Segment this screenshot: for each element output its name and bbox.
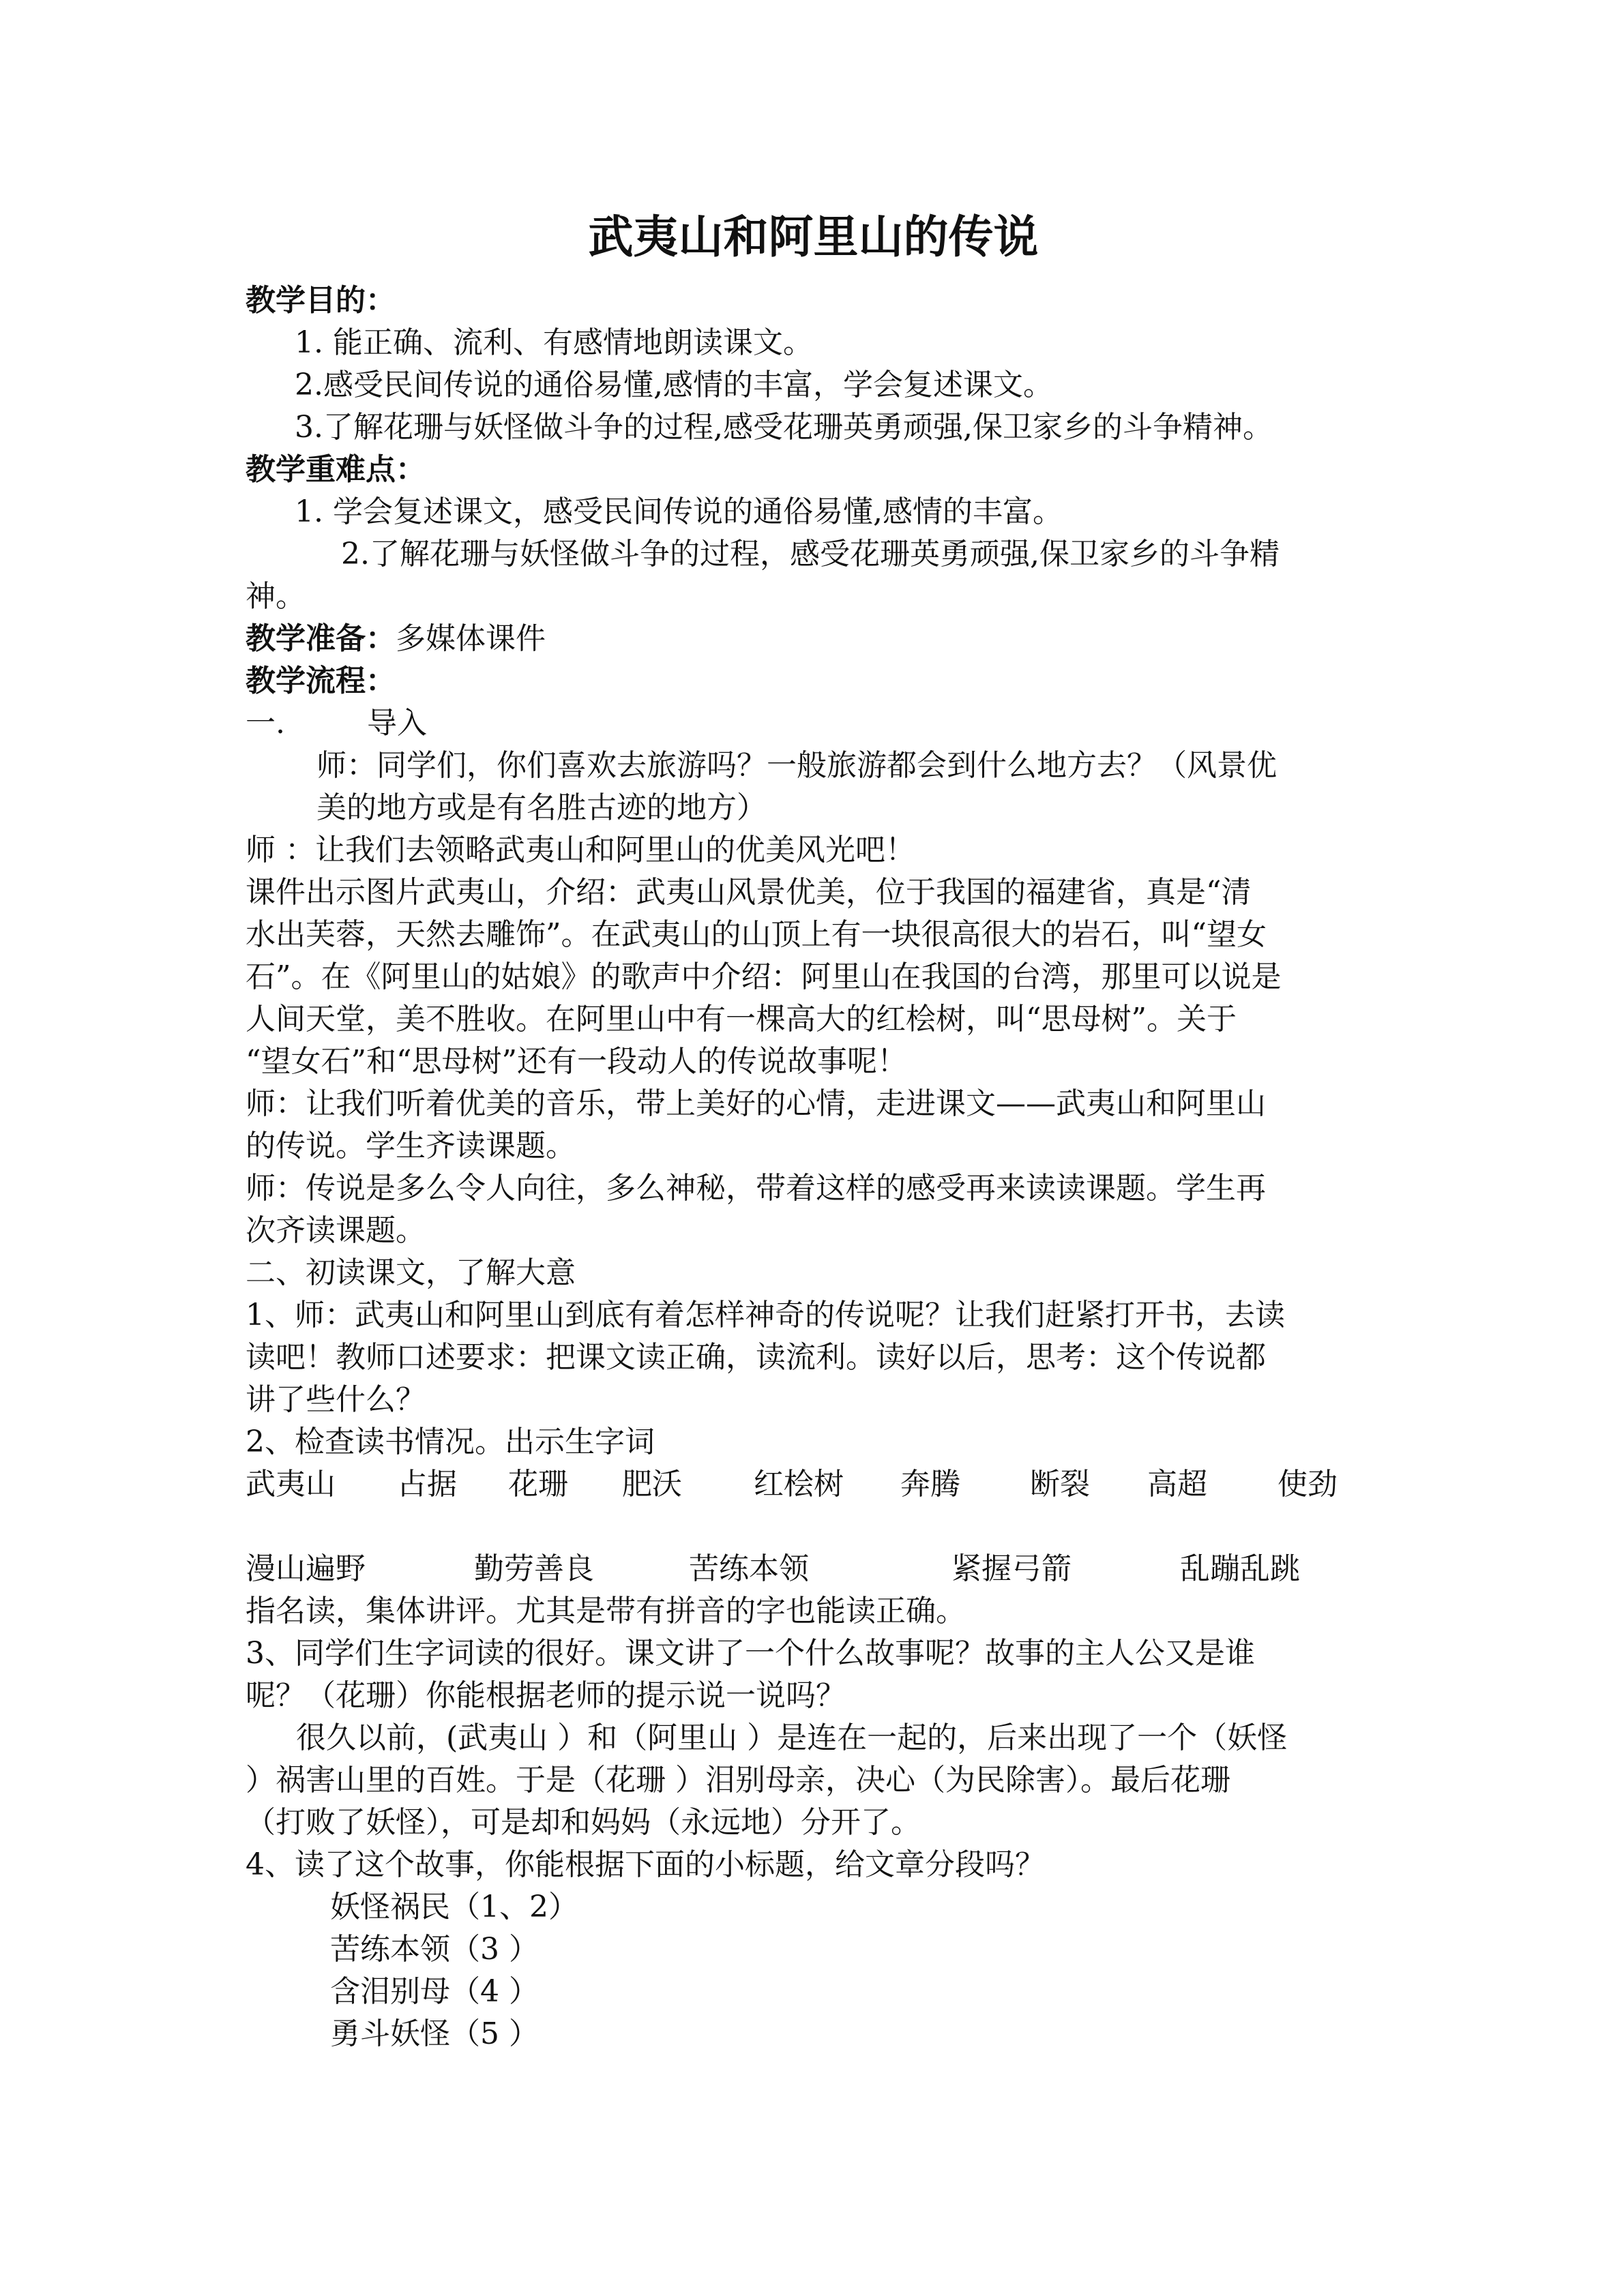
vocab-row [246,1548,1381,1590]
paragraph-line: （打败了妖怪），可是却和妈妈（永远地）分开了。 [246,1805,921,1840]
document-title: 武夷山和阿里山的传说 [588,210,1039,263]
part2-heading: 二、初读课文，了解大意 [246,1255,576,1290]
vocab-word: 花珊 [508,1467,568,1502]
goal-heading: 教学目的： [246,283,396,318]
document-body [246,280,1381,2055]
key-item-continuation: 神。 [246,579,306,614]
prep-line [246,618,1381,660]
vocab-word: 占据 [397,1467,457,1502]
part1-number: 一. [246,706,285,741]
paragraph-line: 师：传说是多么令人向往，多么神秘，带着这样的感受再来读读课题。学生再 [246,1171,1266,1206]
key-item: 2.了解花珊与妖怪做斗争的过程，感受花珊英勇顽强,保卫家乡的斗争精 [341,537,1280,571]
paragraph-line: 3、同学们生字词读的很好。课文讲了一个什么故事呢？故事的主人公又是谁 [246,1636,1255,1671]
paragraph-line: 次齐读课题。 [246,1213,426,1248]
paragraph-line: 4、读了这个故事，你能根据下面的小标题，给文章分段吗？ [246,1847,1045,1882]
vocab-word: 肥沃 [622,1467,682,1502]
goal-item: 1. 能正确、流利、有感情地朗读课文。 [295,325,813,360]
paragraph-line: 人间天堂，美不胜收。在阿里山中有一棵高大的红桧树，叫“思母树”。关于 [246,1002,1237,1037]
vocab-word: 紧握弓箭 [951,1551,1072,1586]
flow-heading: 教学流程： [246,664,396,698]
vocab-word: 断裂 [1030,1467,1090,1502]
vocab-word: 勤劳善良 [474,1551,594,1586]
spacer [246,1506,1381,1548]
vocab-word: 高超 [1147,1467,1207,1502]
goal-item: 3.了解花珊与妖怪做斗争的过程,感受花珊英勇顽强,保卫家乡的斗争精神。 [295,410,1273,445]
vocab-row [246,1463,1381,1506]
paragraph-line: “望女石”和“思母树”还有一段动人的传说故事呢！ [246,1044,907,1079]
paragraph-line: 美的地方或是有名胜古迹的地方） [316,790,767,825]
paragraph-line: 指名读，集体讲评。尤其是带有拼音的字也能读正确。 [246,1594,966,1628]
vocab-word: 奔腾 [900,1467,960,1502]
paragraph-line: 呢？（花珊）你能根据老师的提示说一说吗？ [246,1678,846,1713]
paragraph-line: 师 ：让我们去领略武夷山和阿里山的优美风光吧！ [246,833,915,867]
paragraph-line: 读吧！教师口述要求：把课文读正确，读流利。读好以后，思考：这个传说都 [246,1340,1266,1375]
paragraph-line: 讲了些什么？ [246,1382,426,1417]
prep-heading: 教学准备： [246,621,396,656]
vocab-word: 武夷山 [246,1467,336,1502]
vocab-word: 乱蹦乱跳 [1180,1551,1300,1586]
key-item: 1. 学会复述课文，感受民间传说的通俗易懂,感情的丰富。 [295,494,1063,529]
section-heading-item: 勇斗妖怪（5 ） [330,2016,539,2051]
paragraph-line: 课件出示图片武夷山，介绍：武夷山风景优美，位于我国的福建省，真是“清 [246,875,1252,910]
vocab-word: 红桧树 [754,1467,844,1502]
paragraph-line: 师：让我们听着优美的音乐，带上美好的心情，走进课文——武夷山和阿里山 [246,1086,1266,1121]
section-heading-item: 含泪别母（4 ） [330,1974,539,2009]
key-heading: 教学重难点： [246,452,426,487]
prep-value: 多媒体课件 [396,621,546,656]
section-heading-item: 苦练本领（3 ） [330,1932,539,1967]
paragraph-line: 1、师：武夷山和阿里山到底有着怎样神奇的传说呢？让我们赶紧打开书，去读 [246,1298,1285,1332]
goal-item: 2.感受民间传说的通俗易懂,感情的丰富，学会复述课文。 [295,368,1053,402]
paragraph-line: 的传说。学生齐读课题。 [246,1129,576,1163]
paragraph-line: 师：同学们，你们喜欢去旅游吗？一般旅游都会到什么地方去？（风景优 [316,748,1277,783]
vocab-word: 苦练本领 [689,1551,809,1586]
paragraph-line: 很久以前，(武夷山 ）和（阿里山 ）是连在一起的，后来出现了一个（妖怪 [296,1720,1288,1755]
paragraph-line: 2、检查读书情况。出示生字词 [246,1425,655,1459]
vocab-word: 漫山遍野 [246,1551,366,1586]
vocab-word: 使劲 [1278,1467,1338,1502]
paragraph-line: 石”。在《阿里山的姑娘》的歌声中介绍：阿里山在我国的台湾，那里可以说是 [246,959,1282,994]
part1-title: 导入 [367,706,427,741]
section-heading-item: 妖怪祸民（1、2） [330,1890,578,1924]
paragraph-line: 水出芙蓉，天然去雕饰”。在武夷山的山顶上有一块很高很大的岩石，叫“望女 [246,917,1267,952]
paragraph-line: ）祸害山里的百姓。于是（花珊 ）泪别母亲，决心（为民除害）。最后花珊 [246,1763,1230,1798]
part1-heading [246,702,1381,745]
